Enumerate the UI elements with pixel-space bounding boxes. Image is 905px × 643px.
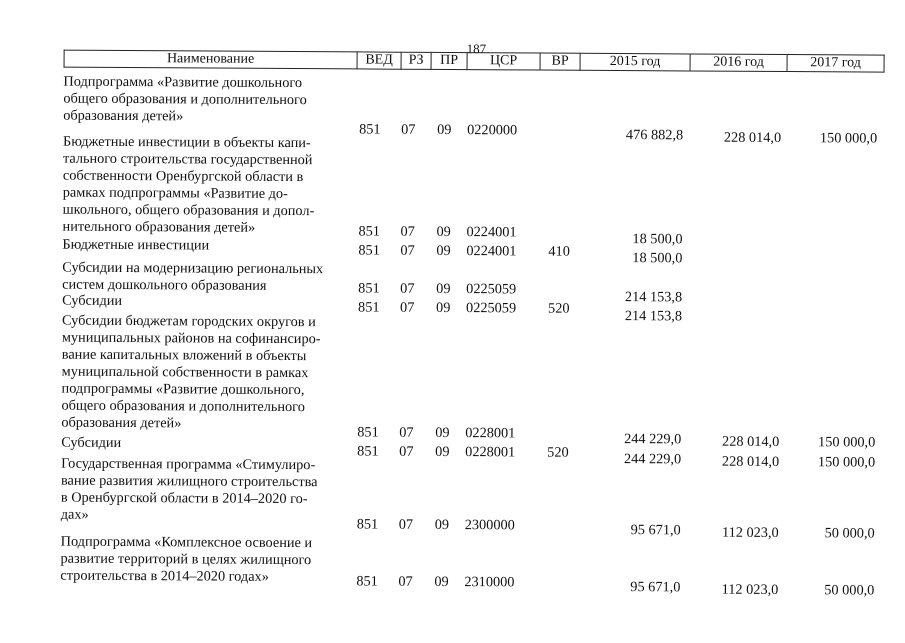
row-pr: 09 [435,443,450,460]
row-vr: 410 [548,243,570,260]
row-rz: 07 [401,121,416,138]
row-y2017: 50 000,0 [824,525,875,542]
header-2017: 2017 год [787,55,884,73]
row-name-line: муниципальной собственности в рамках [61,363,309,382]
row-name-line: Подпрограмма «Комплексное освоение и [60,533,313,552]
row-csr: 0228001 [465,444,516,461]
row-name-line: рамках подпрограммы «Развитие до- [62,184,288,203]
row-name-line: Субсидии бюджетам городских округов и [61,312,316,331]
row-name [61,456,318,526]
row-y2015: 95 671,0 [630,522,681,539]
header-ved: ВЕД [357,52,401,69]
row-name-line: подпрограммы «Развитие дошкольного, [61,380,305,399]
row-name-line: развитие территорий в целях жилищного [60,550,312,569]
row-ved: 851 [359,121,381,138]
row-csr: 0220000 [467,122,518,139]
row-name [61,435,121,452]
row-pr: 09 [436,280,451,298]
row-name-line: дах» [60,506,89,523]
row-vr: 520 [548,300,570,317]
row-name-line: Бюджетные инвестиции [62,236,210,254]
row-csr: 0224001 [466,243,517,260]
row-name-line: систем дошкольного образования [62,276,267,294]
row-rz: 07 [399,443,414,460]
row-name-line: тального строительства государственной [62,150,313,169]
row-y2015: 476 882,8 [625,127,684,144]
row-csr: 0225059 [466,281,517,298]
header-vr: ВР [540,53,580,70]
row-name-line: школьного, общего образования и допол- [62,201,315,220]
row-csr: 2310000 [464,574,515,591]
row-y2015: 18 500,0 [632,231,683,248]
row-pr: 09 [434,516,450,533]
row-ved: 851 [356,573,378,590]
table-header [64,50,885,73]
row-name [62,237,209,255]
row-vr: 520 [547,444,569,461]
row-y2015: 244 229,0 [623,451,682,468]
row-y2015: 244 229,0 [624,431,682,448]
row-csr: 0228001 [465,425,516,442]
row-name-line: образования детей» [63,107,184,125]
row-rz: 07 [399,424,414,441]
row-y2016: 112 023,0 [721,524,779,542]
row-y2015: 214 153,8 [624,308,683,325]
header-2015: 2015 год [580,53,690,71]
row-csr: 2300000 [464,517,515,534]
row-name [62,260,323,296]
row-name-line: нительного образования детей» [62,218,256,236]
row-ved: 851 [358,223,381,240]
row-y2016: 228 014,0 [722,433,780,451]
row-name [61,313,320,434]
row-name-line: вание развития жилищного строительства [60,472,318,491]
row-name-line: вание капитальных вложений в объекты [61,346,307,365]
row-y2017: 50 000,0 [824,582,875,599]
row-rz: 07 [400,280,415,297]
row-name-line: общего образования и дополнительного [63,90,307,109]
header-2016: 2016 год [690,54,787,72]
row-y2015: 18 500,0 [632,250,683,267]
header-csr: ЦСР [467,53,540,70]
row-ved: 851 [357,424,379,441]
row-rz: 07 [400,299,415,316]
row-pr: 09 [435,424,450,441]
row-pr: 09 [436,242,451,260]
row-pr: 09 [436,299,451,317]
row-ved: 851 [358,299,380,316]
row-name-line: образования детей» [61,414,182,432]
row-name-line: Субсидии [62,292,123,309]
row-rz: 07 [400,223,415,240]
row-pr: 09 [434,573,449,590]
row-ved: 851 [357,443,379,460]
row-y2016: 112 023,0 [721,581,779,599]
page-number: 187 [466,41,487,57]
row-ved: 851 [356,516,379,533]
row-name [63,74,307,126]
row-ved: 851 [358,242,380,259]
row-rz: 07 [398,516,414,533]
row-csr: 0224001 [466,224,517,241]
row-name-line: Государственная программа «Стимулиро- [61,455,316,474]
row-name-line: Подпрограмма «Развитие дошкольного [63,73,303,92]
row-rz: 07 [400,242,415,259]
row-y2016: 228 014,0 [721,453,780,471]
row-rz: 07 [398,573,413,590]
row-name-line: общего образования и дополнительного [61,397,305,416]
row-y2017: 150 000,0 [818,434,876,451]
row-name [62,293,122,310]
row-name-line: собственности Оренбургской области в [62,167,304,186]
row-y2017: 150 000,0 [819,130,878,147]
row-y2015: 95 671,0 [630,579,681,596]
row-name [63,134,315,238]
row-name-line: в Оренбургской области в 2014–2020 го- [60,489,308,508]
row-name-line: Субсидии [61,434,122,451]
row-pr: 09 [436,223,451,241]
row-name-line: Субсидии на модернизацию региональных [62,259,324,278]
row-name-line: Бюджетные инвестиции в объекты капи- [63,133,311,152]
row-name-line: муниципальных районов на софинансиро- [61,329,321,348]
header-rz: РЗ [401,52,431,69]
row-csr: 0225059 [466,300,517,317]
header-pr: ПР [431,52,467,69]
row-y2016: 228 014,0 [723,129,782,147]
row-name [60,534,312,587]
row-name-line: строительства в 2014–2020 годах» [60,567,269,585]
row-ved: 851 [358,280,380,297]
row-pr: 09 [437,121,452,139]
row-y2015: 214 153,8 [624,289,683,306]
header-name: Наименование [64,50,357,69]
row-y2017: 150 000,0 [817,454,876,471]
